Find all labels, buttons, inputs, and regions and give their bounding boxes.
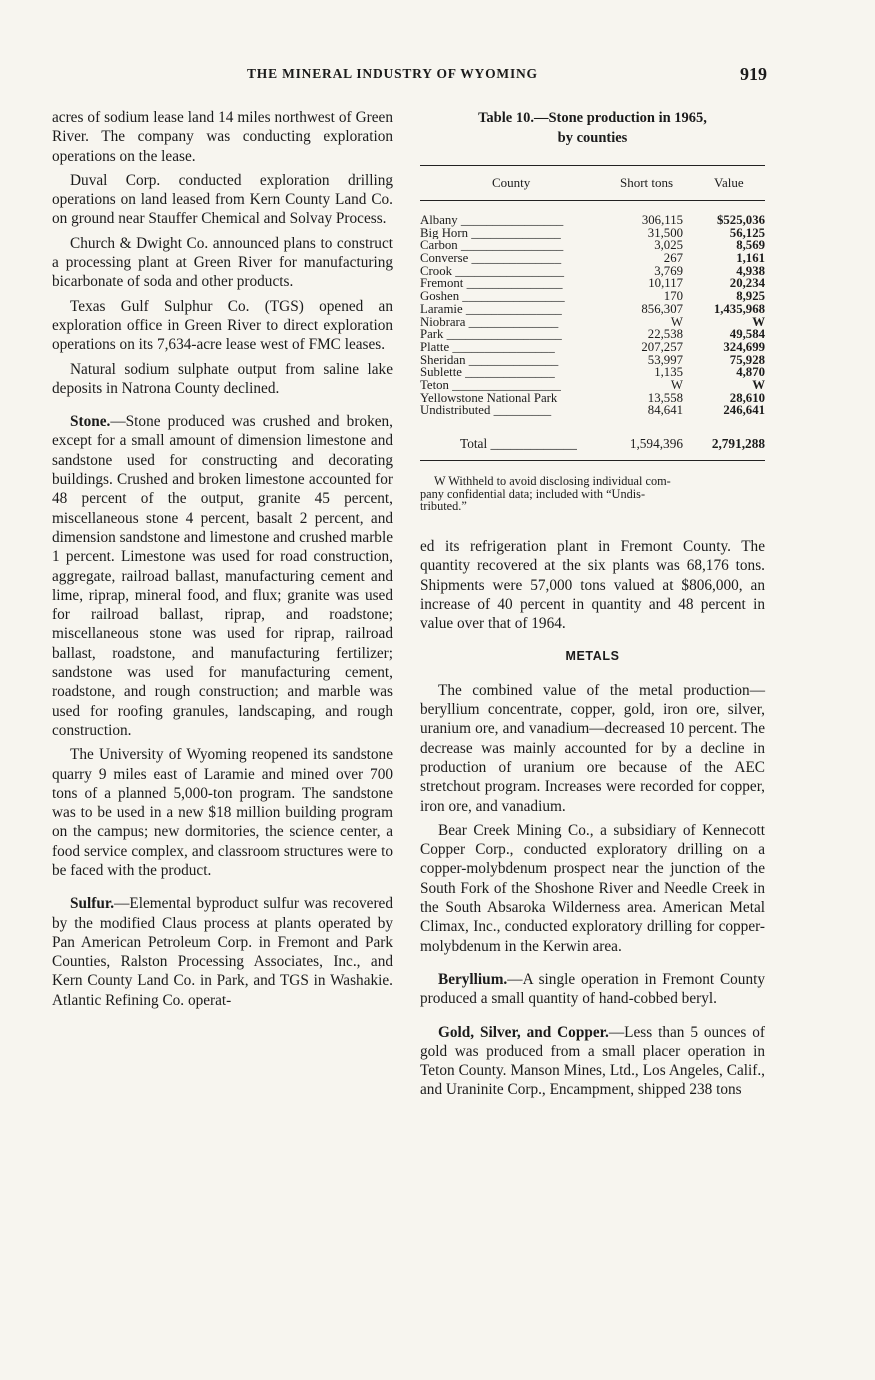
value-cell: $525,036 xyxy=(717,213,765,227)
total-value: 2,791,288 xyxy=(711,436,765,451)
value-cell: 28,610 xyxy=(729,390,765,405)
paragraph: Natural sodium sulphate output from saline lake deposits in Natrona County declined. xyxy=(52,360,393,397)
county-cell: Fremont _______________ xyxy=(420,277,563,291)
value-cell: 20,234 xyxy=(729,276,765,291)
page-header xyxy=(52,64,767,88)
column-header-value: Value xyxy=(714,175,744,190)
tons-cell: 3,769 xyxy=(654,263,683,278)
tons-cell: 207,257 xyxy=(641,339,683,354)
stone-production-table xyxy=(420,108,765,513)
county-cell: Crook _________________ xyxy=(420,264,564,278)
county-cell: Sheridan ______________ xyxy=(420,353,559,367)
table-row xyxy=(420,379,765,392)
table-row xyxy=(420,303,765,316)
table-row xyxy=(420,404,765,417)
county-cell: Teton _________________ xyxy=(420,378,561,392)
footnote-line: W Withheld to avoid disclosing individual com- xyxy=(434,474,671,488)
beryllium-paragraph xyxy=(420,970,765,1009)
tons-cell: 1,135 xyxy=(654,365,683,380)
table-row xyxy=(420,227,765,240)
table-caption-line: by counties xyxy=(557,130,628,146)
table-row xyxy=(420,290,765,303)
gold-text: —Less than 5 ounces of gold was produced from a small placer operation in Teton County. Manson Mines, Ltd., Los Angeles, Calif., and Uraninite Corp., Encampment, shipped 238 tons xyxy=(420,1023,765,1099)
value-cell: 1,161 xyxy=(736,251,765,266)
footnote-line: pany confidential data; included with “Undis- xyxy=(420,486,646,501)
right-column xyxy=(420,537,765,1100)
county-cell: Carbon ________________ xyxy=(420,239,564,253)
gold-paragraph xyxy=(420,1023,765,1100)
value-cell: 324,699 xyxy=(723,339,765,354)
tons-cell: 306,115 xyxy=(641,213,683,227)
value-cell: 4,870 xyxy=(736,365,765,380)
table-total-row xyxy=(420,426,765,460)
tons-cell: 53,997 xyxy=(647,352,683,367)
county-cell: Platte ________________ xyxy=(420,340,555,354)
table-row xyxy=(420,265,765,278)
table-body xyxy=(420,201,765,419)
value-cell: 8,925 xyxy=(736,289,765,304)
total-tons: 1,594,396 xyxy=(629,436,683,451)
value-cell: 4,938 xyxy=(736,263,765,278)
value-cell: 49,584 xyxy=(729,327,765,342)
beryllium-heading: Beryllium. xyxy=(438,970,508,988)
total-label: Total _____________ xyxy=(460,436,577,451)
value-cell: 1,435,968 xyxy=(713,301,765,316)
tons-cell: 84,641 xyxy=(647,403,683,418)
table-row xyxy=(420,214,765,227)
county-cell: Niobrara ______________ xyxy=(420,315,559,329)
column-header-county: County xyxy=(492,175,531,190)
tons-cell: 3,025 xyxy=(654,238,683,253)
county-cell: Goshen ________________ xyxy=(420,290,565,303)
stone-text: —Stone produced was crushed and broken, except for a small amount of dimension limestone and sandstone used for constructing and decorating buildings. Crushed and broken limestone accounted for 48 percent of the output, granite 45 percent, miscellaneous stone 4 percent, basalt 2 percent, and dimension sandstone and limestone and crushed marble 1 percent. Limestone was used for road construction, aggregate, railroad ballast, manufacturing cement and lime, riprap, mineral food, and flux; granite was used for railroad ballast, riprap, and roadstone; miscellaneous stone was used for riprap, railroad ballast, roadstone, and manufacturing fertilizer; sandstone was used for manufacturing cement, roadstone, and rough construction; and marble was used for roofing granules, landscaping, and rough construction. xyxy=(52,413,393,739)
paragraph: The University of Wyoming reopened its sandstone quarry 9 miles east of Laramie and mined over 700 tons of a planned 5,000-ton program. The sandstone was to be used in a new $18 million building program on the campus; new dormitories, the science center, a food service complex, and classroom structures were to be faced with the product. xyxy=(52,746,393,879)
county-cell: Albany ________________ xyxy=(420,214,564,227)
sulfur-paragraph xyxy=(52,894,393,1010)
table-row xyxy=(420,341,765,354)
table-row xyxy=(420,316,765,329)
value-cell: 246,641 xyxy=(723,403,765,418)
tons-cell: 10,117 xyxy=(648,276,683,291)
table-header xyxy=(420,166,765,200)
county-cell: Yellowstone National Park xyxy=(420,391,558,405)
county-cell: Sublette ______________ xyxy=(420,366,555,379)
gold-heading: Gold, Silver, and Copper. xyxy=(438,1023,609,1041)
footnote-line: tributed.” xyxy=(420,499,467,513)
tons-cell: 856,307 xyxy=(641,301,683,316)
paragraph: The combined value of the metal production—beryllium concentrate, copper, gold, iron ore, silver, uranium ore, and vanadium—decreased 10 percent. The decrease was mainly accounted for by a decline in production of uranium ore because of the AEC stretchout program. Increases were recorded for copper, iron ore, and vanadium. xyxy=(420,681,765,815)
stone-heading: Stone. xyxy=(70,413,111,431)
value-cell: 56,125 xyxy=(729,225,765,240)
value-cell: 75,928 xyxy=(729,352,765,367)
sulfur-heading: Sulfur. xyxy=(70,895,115,913)
left-column xyxy=(52,108,393,1010)
tons-cell: 170 xyxy=(663,289,683,304)
section-title-metals: METALS xyxy=(565,649,620,664)
running-title: THE MINERAL INDUSTRY OF WYOMING xyxy=(247,66,538,81)
tons-cell: 22,538 xyxy=(647,327,683,342)
tons-cell: W xyxy=(670,314,683,329)
paragraph: Texas Gulf Sulphur Co. (TGS) opened an exploration office in Green River to direct exploration operations on its 7,634-acre lease west of FMC leases. xyxy=(52,297,393,354)
value-cell: W xyxy=(752,377,765,392)
beryllium-text: —A single operation in Fremont County produced a small quantity of hand-cobbed beryl. xyxy=(420,970,765,1008)
value-cell: 8,569 xyxy=(736,238,765,253)
county-cell: Converse ______________ xyxy=(420,252,562,265)
paragraph: Duval Corp. conducted exploration drilling operations on land leased from Kern County Land Co. on ground near Stauffer Chemical and Solvay Process. xyxy=(52,171,393,228)
tons-cell: 31,500 xyxy=(647,225,683,240)
column-header-tons: Short tons xyxy=(620,175,674,190)
page-number: 919 xyxy=(740,64,767,84)
county-cell: Undistributed _________ xyxy=(420,404,552,418)
table-row xyxy=(420,392,765,405)
county-cell: Park __________________ xyxy=(420,328,562,341)
value-cell: W xyxy=(752,314,765,329)
table-row xyxy=(420,354,765,367)
paragraph: Church & Dwight Co. announced plans to construct a processing plant at Green River for manufacturing bicarbonate of soda and other products. xyxy=(52,234,393,291)
table-caption-line: Table 10.—Stone production in 1965, xyxy=(478,110,707,126)
table-row xyxy=(420,239,765,252)
table-bottom-rule xyxy=(420,460,765,461)
table-footnote xyxy=(420,475,765,513)
tons-cell: 13,558 xyxy=(647,390,683,405)
table-row xyxy=(420,328,765,341)
county-cell: Big Horn ______________ xyxy=(420,226,561,240)
tons-cell: 267 xyxy=(663,251,683,266)
table-caption xyxy=(420,108,765,148)
table-row xyxy=(420,277,765,290)
tons-cell: W xyxy=(670,377,683,392)
table-row xyxy=(420,252,765,265)
table-row xyxy=(420,366,765,379)
sulfur-text: —Elemental byproduct sulfur was recovered by the modified Claus process at plants operated by Pan American Petroleum Corp. in Fremont and Park Counties, Ralston Processing Associates, Inc., and Kern County Land Co. in Park, and TGS in Washakie. Atlantic Refining Co. operat- xyxy=(52,895,393,1009)
county-cell: Laramie _______________ xyxy=(420,302,562,316)
stone-paragraph xyxy=(52,412,393,740)
paragraph: ed its refrigeration plant in Fremont County. The quantity recovered at the six plants was 68,176 tons. Shipments were 57,000 tons valued at $806,000, an increase of 40 percent in quantity and 48 percent in value over that of 1964. xyxy=(420,538,765,633)
paragraph: acres of sodium lease land 14 miles northwest of Green River. The company was conducting exploration operations on the lease. xyxy=(52,109,393,165)
paragraph: Bear Creek Mining Co., a subsidiary of Kennecott Copper Corp., conducted exploratory drilling on a copper-molybdenum prospect near the junction of the South Fork of the Shoshone River and Needle Creek in the South Absaroka Wilderness area. American Metal Climax, Inc., conducted exploratory drilling for copper-molybdenum in the Kerwin area. xyxy=(420,821,765,955)
